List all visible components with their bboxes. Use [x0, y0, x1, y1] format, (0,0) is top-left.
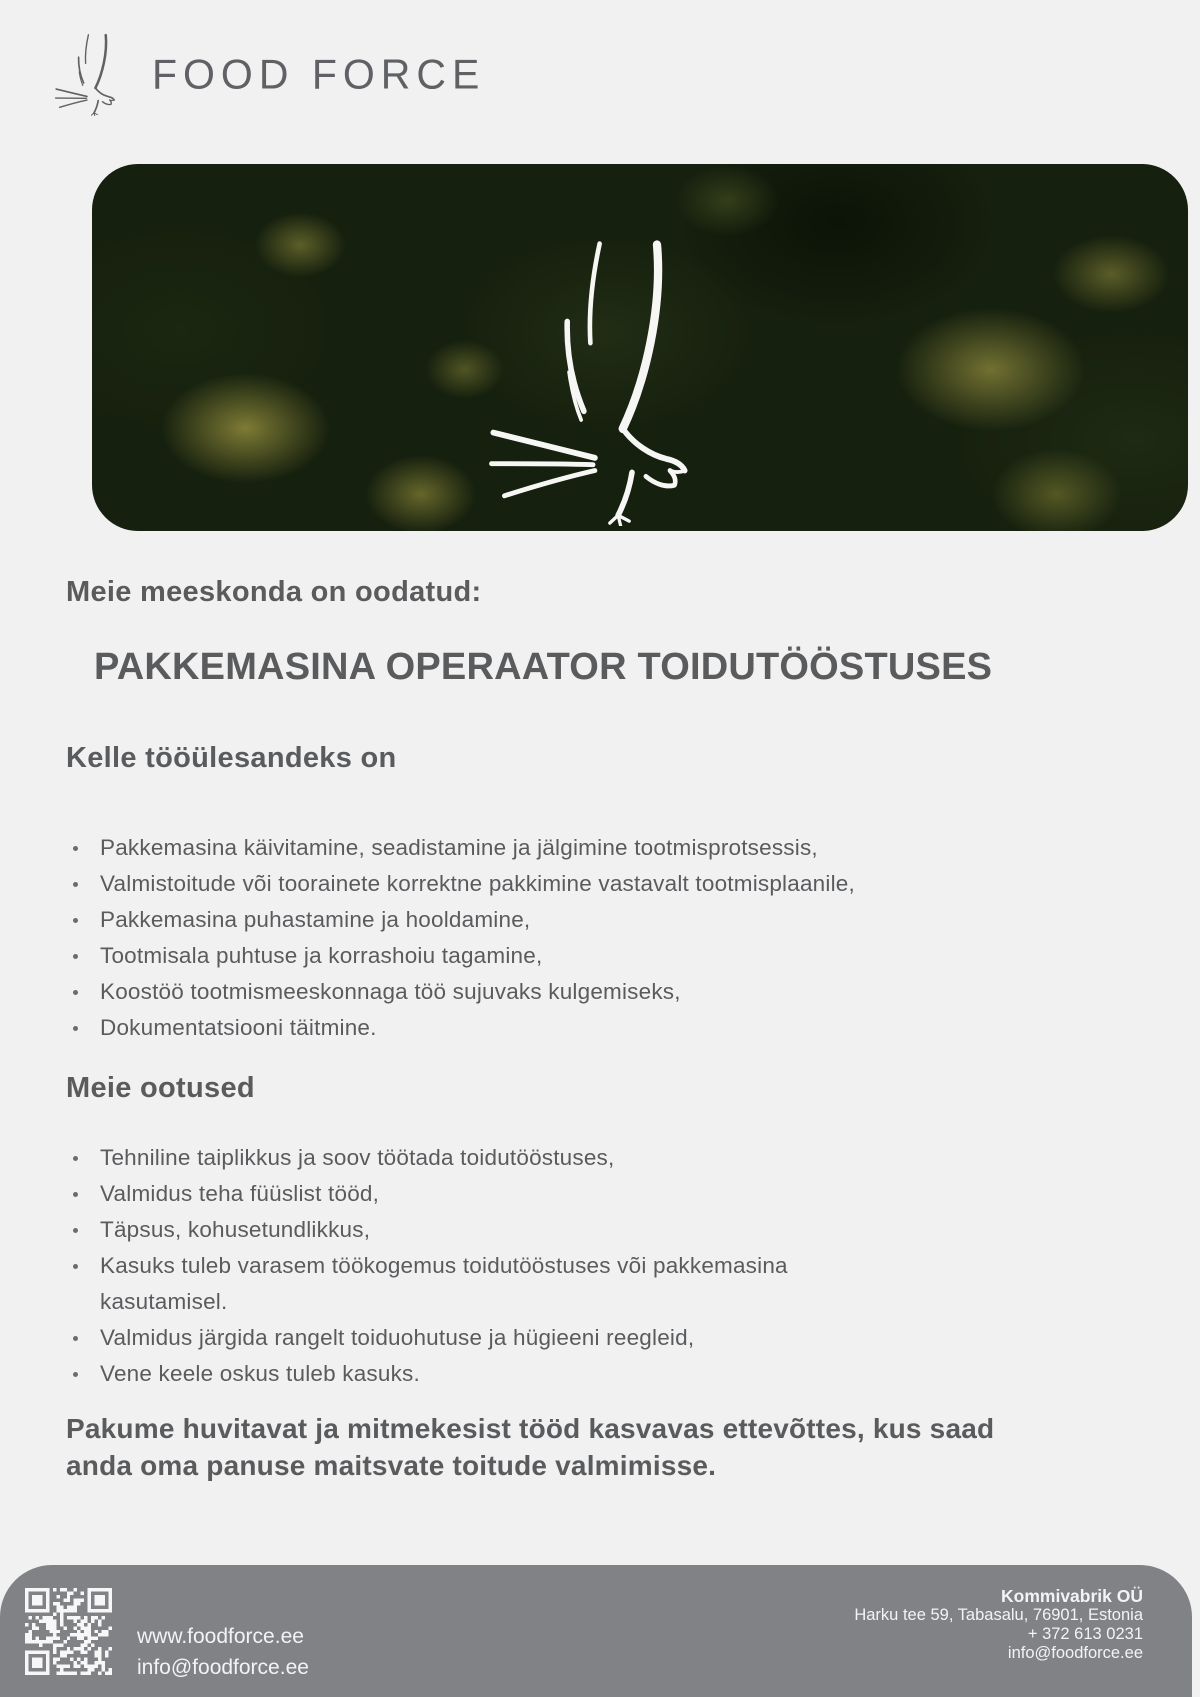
task-item: Pakkemasina käivitamine, seadistamine ja jälgimine tootmisprotsessis,	[66, 830, 1076, 866]
expectation-list	[66, 1140, 1076, 1392]
footer-company-name: Kommivabrik OÜ	[1001, 1586, 1143, 1606]
task-item: Valmistoitude või toorainete korrektne pakkimine vastavalt tootmisplaanile,	[66, 866, 1076, 902]
footer-links	[137, 1621, 309, 1683]
brand-header	[52, 32, 485, 116]
footer	[0, 1565, 1192, 1697]
footer-contact-email[interactable]: info@foodforce.ee	[1007, 1644, 1143, 1662]
task-list	[66, 830, 1076, 1046]
footer-address: Harku tee 59, Tabasalu, 76901, Estonia	[854, 1606, 1143, 1624]
expectation-item: Kasuks tuleb varasem töökogemus toidutööstuses või pakkemasina kasutamisel.	[66, 1248, 1076, 1320]
task-item: Koostöö tootmismeeskonnaga töö sujuvaks kulgemiseks,	[66, 974, 1076, 1010]
hero-falcon-bird-icon	[484, 234, 706, 526]
expectation-item: Valmidus järgida rangelt toiduohutuse ja hügieeni reegleid,	[66, 1320, 1076, 1356]
expectation-item: Tehniline taiplikkus ja soov töötada toidutööstuses,	[66, 1140, 1076, 1176]
expectation-item: Täpsus, kohusetundlikkus,	[66, 1212, 1076, 1248]
expectation-item: Vene keele oskus tuleb kasuks.	[66, 1356, 1076, 1392]
qr-code-icon	[25, 1588, 112, 1675]
closing-text: Pakume huvitavat ja mitmekesist tööd kasvavas ettevõttes, kus saad anda oma panuse maitsvate toitude valmimisse.	[66, 1413, 995, 1481]
falcon-bird-icon	[52, 32, 122, 116]
expectation-item: Valmidus teha füüslist tööd,	[66, 1176, 1076, 1212]
intro-text: Meie meeskonda on oodatud:	[66, 576, 482, 608]
task-item: Dokumentatsiooni täitmine.	[66, 1010, 1076, 1046]
section-heading-tasks: Kelle tööülesandeks on	[66, 742, 397, 774]
section-heading-expectations: Meie ootused	[66, 1072, 255, 1104]
footer-website-link[interactable]: www.foodforce.ee	[137, 1625, 304, 1648]
brand-wordmark: FOOD FORCE	[152, 50, 486, 97]
task-item: Pakkemasina puhastamine ja hooldamine,	[66, 902, 1076, 938]
footer-email-link[interactable]: info@foodforce.ee	[137, 1656, 309, 1679]
task-item: Tootmisala puhtuse ja korrashoiu tagamine,	[66, 938, 1076, 974]
footer-company-block	[854, 1587, 1143, 1663]
footer-phone: + 372 613 0231	[1027, 1625, 1143, 1643]
hero-image	[92, 164, 1188, 531]
job-title: PAKKEMASINA OPERAATOR TOIDUTÖÖSTUSES	[94, 646, 993, 688]
